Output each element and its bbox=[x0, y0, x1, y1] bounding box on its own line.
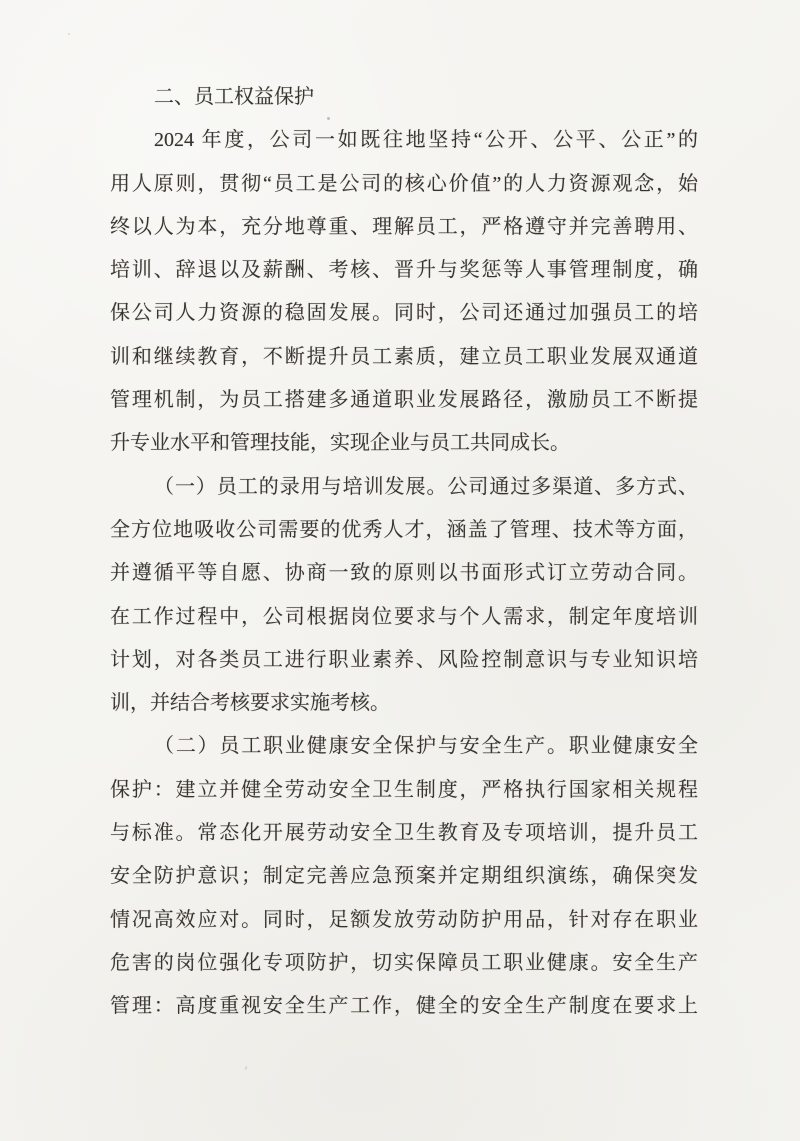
paragraph-line: 训和继续教育，不断提升员工素质，建立员工职业发展双通道 bbox=[110, 345, 698, 368]
paragraph-line: （二）员工职业健康安全保护与安全生产。职业健康安全 bbox=[154, 735, 698, 758]
scan-speck bbox=[244, 1066, 247, 1070]
paragraph-line: 训，并结合考核要求实施考核。 bbox=[110, 692, 390, 715]
paragraph-line: 情况高效应对。同时，足额发放劳动防护用品，针对存在职业 bbox=[110, 908, 698, 931]
section-heading: 二、员工权益保护 bbox=[154, 86, 314, 108]
paragraph-line: 安全防护意识；制定完善应急预案并定期组织演练，确保突发 bbox=[110, 865, 698, 888]
page-text-block bbox=[110, 76, 698, 1029]
scan-speck bbox=[68, 33, 70, 35]
paragraph-line: 2024 年度，公司一如既往地坚持“公开、公平、公正”的 bbox=[154, 129, 698, 152]
paragraph-line: 终以人为本，充分地尊重、理解员工，严格遵守并完善聘用、 bbox=[110, 215, 698, 238]
paragraph-line: 保公司人力资源的稳固发展。同时，公司还通过加强员工的培 bbox=[110, 302, 698, 325]
paragraph-line: 用人原则，贯彻“员工是公司的核心价值”的人力资源观念，始 bbox=[110, 172, 698, 195]
paragraph-line: 升专业水平和管理技能，实现企业与员工共同成长。 bbox=[110, 432, 570, 455]
paragraph-line: 并遵循平等自愿、协商一致的原则以书面形式订立劳动合同。 bbox=[110, 562, 698, 585]
paragraph-line: 危害的岗位强化专项防护，切实保障员工职业健康。安全生产 bbox=[110, 951, 698, 974]
paragraph-line: （一）员工的录用与培训发展。公司通过多渠道、多方式、 bbox=[154, 475, 698, 498]
paragraph-line: 在工作过程中，公司根据岗位要求与个人需求，制定年度培训 bbox=[110, 605, 698, 628]
paragraph-line: 管理：高度重视安全生产工作，健全的安全生产制度在要求上 bbox=[110, 995, 698, 1018]
paragraph-line: 与标准。常态化开展劳动安全卫生教育及专项培训，提升员工 bbox=[110, 822, 698, 845]
paragraph-line: 保护：建立并健全劳动安全卫生制度，严格执行国家相关规程 bbox=[110, 778, 698, 801]
paragraph-line: 管理机制，为员工搭建多通道职业发展路径，激励员工不断提 bbox=[110, 389, 698, 412]
paragraph-line: 计划，对各类员工进行职业素养、风险控制意识与专业知识培 bbox=[110, 648, 698, 671]
paragraph-line: 培训、辞退以及薪酬、考核、晋升与奖惩等人事管理制度，确 bbox=[110, 259, 698, 282]
paragraph-line: 全方位地吸收公司需要的优秀人才，涵盖了管理、技术等方面， bbox=[110, 518, 698, 541]
